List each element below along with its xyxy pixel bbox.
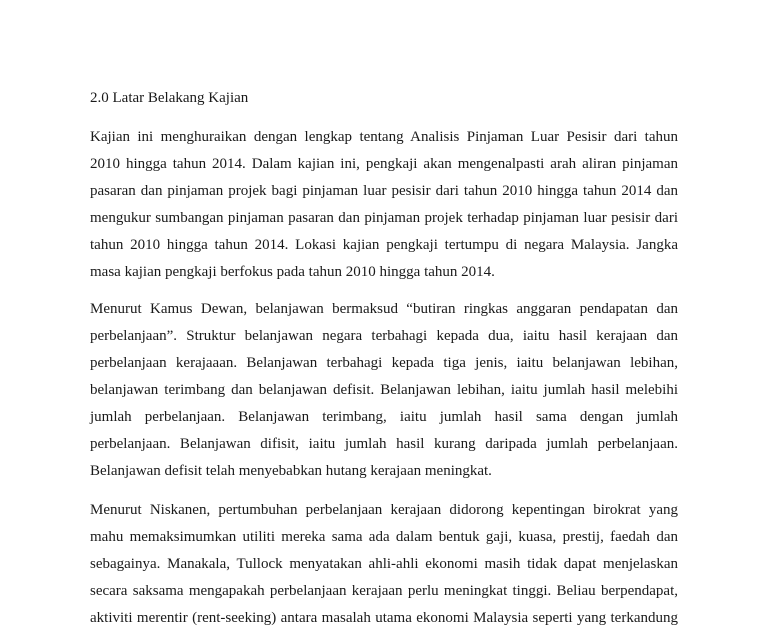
paragraph-budget-definition (90, 296, 678, 485)
text-line: 2010 hingga tahun 2014. Dalam kajian ini, pengkaji akan mengenalpasti arah aliran pinjaman (90, 156, 678, 172)
paragraph-niskanen (90, 497, 678, 630)
text-line: Menurut Kamus Dewan, belanjawan bermaksud “butiran ringkas anggaran pendapatan dan (90, 301, 678, 317)
text-line: aktiviti merentir (rent-seeking) antara masalah utama ekonomi Malaysia seperti yang terkandung (90, 610, 678, 626)
text-line: mengukur sumbangan pinjaman pasaran dan pinjaman projek terhadap pinjaman luar pesisir dari (90, 210, 678, 226)
text-line: jumlah perbelanjaan. Belanjawan terimbang, iaitu jumlah hasil sama dengan jumlah (90, 409, 678, 425)
text-line: perbelanjaan. Belanjawan difisit, iaitu jumlah hasil kurang daripada jumlah perbelanjaan. (90, 436, 678, 452)
text-line: sebagainya. Manakala, Tullock menyatakan ahli-ahli ekonomi masih tidak dapat menjelaskan (90, 556, 678, 572)
paragraph-background (90, 124, 678, 286)
text-line: pasaran dan pinjaman projek bagi pinjaman luar pesisir dari tahun 2010 hingga tahun 2014 dan (90, 183, 678, 199)
section-heading: 2.0 Latar Belakang Kajian (90, 90, 249, 106)
text-line: secara saksama mengapakah perbelanjaan kerajaan perlu meningkat tinggi. Beliau berpendapat, (90, 583, 678, 599)
text-line: mahu memaksimumkan utiliti mereka sama ada dalam bentuk gaji, kuasa, prestij, faedah dan (90, 529, 678, 545)
text-line: belanjawan terimbang dan belanjawan defisit. Belanjawan lebihan, iaitu jumlah hasil melebihi (90, 382, 678, 398)
text-line: Menurut Niskanen, pertumbuhan perbelanjaan kerajaan didorong kepentingan birokrat yang (90, 502, 678, 518)
text-line: Kajian ini menghuraikan dengan lengkap tentang Analisis Pinjaman Luar Pesisir dari tahun (90, 129, 678, 145)
text-line: tahun 2010 hingga tahun 2014. Lokasi kajian pengkaji tertumpu di negara Malaysia. Jangka (90, 237, 678, 253)
text-line: perbelanjaan”. Struktur belanjawan negara terbahagi kepada dua, iaitu hasil kerajaan dan (90, 328, 678, 344)
text-line: Belanjawan defisit telah menyebabkan hutang kerajaan meningkat. (90, 463, 492, 479)
text-line: masa kajian pengkaji berfokus pada tahun 2010 hingga tahun 2014. (90, 264, 495, 280)
text-line: perbelanjaan kerajaaan. Belanjawan terbahagi kepada tiga jenis, iaitu belanjawan lebihan, (90, 355, 678, 371)
